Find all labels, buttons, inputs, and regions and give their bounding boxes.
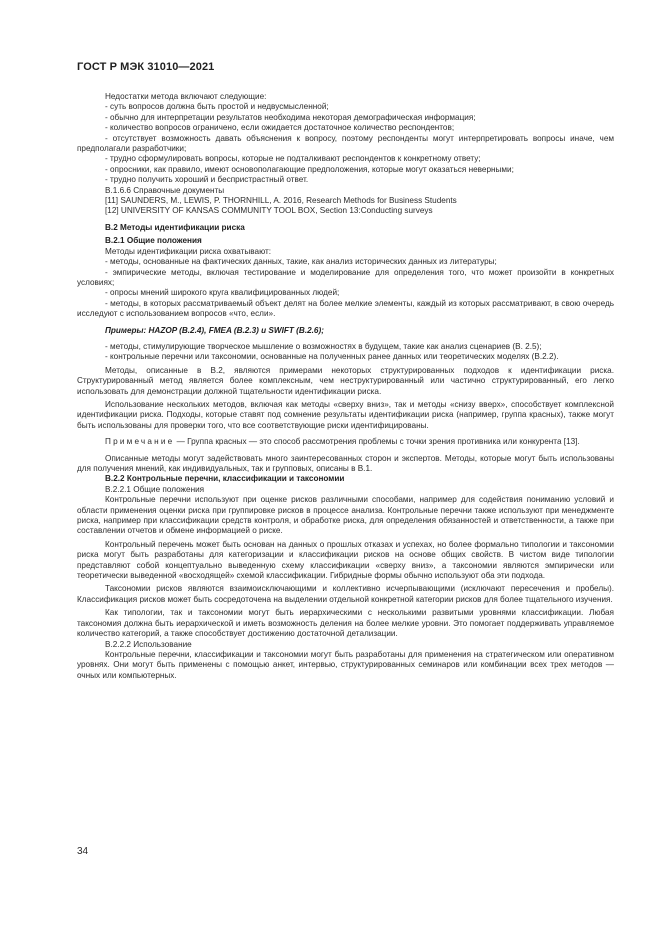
- list-item: - методы, стимулирующие творческое мышление о возможностях в будущем, такие как анализ сценариев (В. 2.5);: [105, 341, 542, 351]
- paragraph: Использование нескольких методов, включая как методы «сверху вниз», так и методы «снизу вверх», способствует комплексной идентификации риска. Подходы, которые ставят под сомнение результаты идентификации риска (например, группа красных), также могут быть использованы для проверки того, что все соответствующие риски идентифицированы.: [77, 399, 614, 430]
- examples-line: Примеры: HAZOP (В.2.4), FMEA (В.2.3) и SWIFT (В.2.6);: [105, 325, 324, 335]
- note: [77, 437, 614, 447]
- list-item: - обычно для интерпретации результатов необходима некоторая демографическая информация;: [105, 112, 476, 122]
- paragraph: Методы идентификации риска охватывают:: [105, 246, 272, 256]
- paragraph: Контрольный перечень может быть основан на данных о прошлых отказах и успехах, но более формально типологии и таксономии риска могут быть разработаны для категоризации и классификации рисков на основе общих свойств. В чистом виде типологии представляют собой концептуально выведенную схему классификации «сверху вниз», а таксономии являются эмпирически или теоретически выведенной «восходящей» схемой классификации. Гибридные формы обычно используют оба эти подхода.: [77, 539, 614, 581]
- list-item: - контрольные перечни или таксономии, основанные на полученных ранее данных или теоретических моделях (В.2.2).: [105, 352, 559, 362]
- page-content: [77, 92, 614, 681]
- note-label: Примечание: [105, 437, 175, 447]
- list-item: - суть вопросов должна быть простой и недвусмысленной;: [105, 102, 329, 112]
- list-item: - опросы мнений широкого круга квалифицированных людей;: [105, 288, 340, 298]
- subsection-heading: В.2.2.1 Общие положения: [105, 484, 205, 494]
- section-heading: В.2 Методы идентификации риска: [105, 222, 245, 232]
- list-item: - методы, основанные на фактических данных, такие, как анализ исторических данных из литературы;: [105, 257, 497, 267]
- note-text: — Группа красных — это способ рассмотрения проблемы с точки зрения противника или конкурента [13].: [174, 437, 580, 447]
- subsection-heading: В.2.2 Контрольные перечни, классификации и таксономии: [105, 474, 345, 484]
- paragraph: Таксономии рисков являются взаимоисключающими и коллективно исчерпывающими (исключают пересечения и пробелы). Классификация рисков может быть сосредоточена на выделении отдельной конкретной категории рисков для более тщательного изучения.: [77, 584, 614, 604]
- subsection-heading: В.1.6.6 Справочные документы: [105, 185, 225, 195]
- list-item: - трудно получить хороший и беспристрастный ответ.: [105, 175, 309, 185]
- paragraph: Методы, описанные в В.2, являются примерами некоторых структурированных подходов к идентификации риска. Структурированный метод является более комплексным, чем неструктурированный или частично структурированный, его легко использовать для демонстрации должной тщательности идентификации риска.: [77, 365, 614, 396]
- list-item: - отсутствует возможность давать объяснения к вопросу, поэтому респонденты могут интерпретировать вопросы иначе, чем предполагали разработчики;: [77, 133, 614, 154]
- document-header: ГОСТ Р МЭК 31010—2021: [77, 61, 215, 73]
- reference-item: [12] UNIVERSITY OF KANSAS COMMUNITY TOOL BOX, Section 13:Conducting surveys: [105, 206, 433, 216]
- list-item: - методы, в которых рассматриваемый объект делят на более мелкие элементы, каждый из которых рассматривают, в свою очередь исследуют с использованием вопросов «что, если».: [77, 298, 614, 319]
- list-item: - трудно сформулировать вопросы, которые не подталкивают респондентов к конкретному ответу;: [105, 154, 481, 164]
- paragraph: Недостатки метода включают следующие:: [105, 92, 267, 101]
- reference-item: [11] SAUNDERS, M., LEWIS, P. THORNHILL, A. 2016, Research Methods for Business Students: [105, 196, 457, 206]
- paragraph: Контрольные перечни используют при оценке рисков различными способами, например для содействия пониманию условий и области применения оценки риска при группировке рисков в процессе анализа. Контрольные перечни также используют при менеджменте риска, например при классификации средств контроля, и обработке риска, для определения обязанностей и ответственности, а также при составлении отчетов и обмене информацией о риске.: [77, 495, 614, 536]
- paragraph: Описанные методы могут задействовать много заинтересованных сторон и экспертов. Методы, которые могут быть использованы для получения мнений, как индивидуальных, так и групповых, описаны в В.1.: [77, 453, 614, 473]
- subsection-heading: В.2.1 Общие положения: [105, 236, 202, 246]
- list-item: - опросники, как правило, имеют основополагающие предположения, которые могут оказаться неверными;: [105, 164, 514, 174]
- page-number: 34: [77, 846, 89, 857]
- paragraph: Как типологии, так и таксономии могут быть иерархическими с несколькими развитыми уровнями классификации. Любая таксономия должна быть иерархической и иметь возможность деления на более мелкие уровни. Это помогает поддерживать управляемое количество категорий, а также способствует достижению достаточной детализации.: [77, 608, 614, 639]
- paragraph: Контрольные перечни, классификации и таксономии могут быть разработаны для применения на стратегическом или оперативном уровнях. Они могут быть применены с помощью анкет, интервью, структурированных семинаров или комбинации всех трех методов — очных или компьютерных.: [77, 649, 614, 680]
- list-item: - количество вопросов ограничено, если ожидается достаточное количество респондентов;: [105, 123, 455, 133]
- subsection-heading: В.2.2.2 Использование: [105, 639, 192, 649]
- list-item: - эмпирические методы, включая тестирование и моделирование для определения того, что может произойти в конкретных условиях;: [77, 267, 614, 287]
